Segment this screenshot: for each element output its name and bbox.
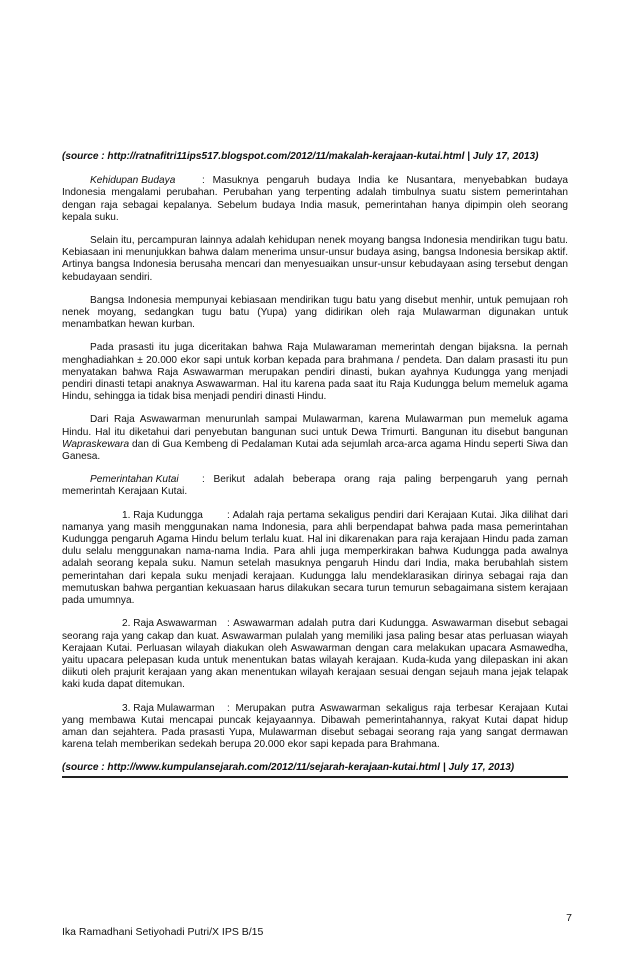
paragraph-prasasti: Pada prasasti itu juga diceritakan bahwa Raja Mulawaraman memerintah dengan bijaksna. Ia pernah menghadiahkan ± 20.000 ekor sapi untuk korban kepada para brahmana / pendeta. Dan dalam prasasti itu pun menyatakan bahwa Raja Aswawarman merupakan pendiri dinasti, bukan ayahnya Kudungga yang menjadi pendiri dinasti tetapi anaknya Aswawarman. Hal itu karena pada saat itu Raja Kudungga belum memeluk agama Hindu, sehingga ia tidak bisa menjadi pendiri dinasti Hindu. — [62, 342, 568, 403]
paragraph-tugu-batu: Selain itu, percampuran lainnya adalah kehidupan nenek moyang bangsa Indonesia mendirikan tugu batu. Kebiasaan ini menunjukkan bahwa dalam menerima unsur-unsur budaya asing, bangsa Indonesia bersikap aktif. Artinya bangsa Indonesia berusaha mencari dan menyesuaikan unsur-unsur kebudayaan asing tersebut dengan kebudayaan sendiri. — [62, 235, 568, 283]
paragraph-text: : Masuknya pengaruh budaya India ke Nusantara, menyebabkan budaya Indonesia mengalami perubahan. Perubahan yang terpenting adalah timbulnya suatu sistem pemerintahan dengan raja sebagai kepalanya. Sebelum budaya India masuk, pemerintahan hanya dipimpin oleh seorang kepala suku. — [62, 175, 568, 223]
paragraph-text: : Berikut adalah beberapa orang raja paling berpengaruh yang pernah memerintah Kerajaan Kutai. — [62, 474, 568, 498]
king-name: 3. Raja Mulawarman — [122, 702, 215, 714]
king-name: 2. Raja Aswawarman — [122, 618, 217, 630]
paragraph-text: dan di Gua Kembeng di Pedalaman Kutai ada sejumlah arca-arca agama Hindu seperti Siwa dan Ganesa. — [62, 438, 568, 463]
paragraph-aswawarman-hindu — [62, 414, 568, 463]
paragraph-menhir: Bangsa Indonesia mempunyai kebiasaan mendirikan tugu batu yang disebut menhir, untuk pemujaan roh nenek moyang, sedangkan tugu batu (Yupa) yang didirikan oleh raja Mulawarman digunakan untuk menambatkan hewan kurban. — [62, 294, 568, 331]
paragraph-text: Dari Raja Aswawarman menurunlah sampai Mulawarman, karena Mulawarman pun memeluk agama Hindu. Hal itu diketahui dari penyebutan bangunan suci untuk Dewa Trimurti. Bangunan itu disebut bangunan — [62, 414, 568, 438]
section-lead-kehidupan-budaya: Kehidupan Budaya — [90, 175, 176, 187]
page-number: 7 — [566, 912, 572, 924]
paragraph-kehidupan-budaya — [62, 175, 568, 224]
king-name: 1. Raja Kudungga — [122, 509, 203, 521]
king-description: : Adalah raja pertama sekaligus pendiri dari Kerajaan Kutai. Jika dilihat dari namanya yang masih menggunakan nama Indonesia, para ahli berpendapat bahwa pada masa pemerintahan Kudungga pengaruh Agama Hindu belum terlalu kuat. Hal ini dikarenakan para raja kerajaan Hindu pada zaman dulu selalu menggunakan nama-nama India. Para ahli juga memperkirakan bahwa Kudungga pada awalnya adalah seorang kepala suku. Namun setelah masuknya pengaruh Hindu dari India, maka berubahlah sistem pemerintahan dari kepala suku menjadi kerajaan. Kudungga lalu mendeklarasikan dirinya sebagai raja dan memutuskan bahwa pergantian kekuasaan harus dilakukan secara turun temurun sebagaimana sistem kerajaan pada umumnya. — [62, 509, 568, 607]
king-item — [62, 703, 568, 752]
italic-term: Wapraskewara — [62, 438, 130, 450]
king-item — [62, 618, 568, 691]
section-lead-pemerintahan-kutai: Pemerintahan Kutai — [90, 474, 179, 486]
page-content — [62, 151, 568, 778]
king-item — [62, 510, 568, 608]
source-citation-top: (source : http://ratnafitri11ips517.blogspot.com/2012/11/makalah-kerajaan-kutai.html | July 17, 2013) — [62, 151, 539, 162]
king-description: : Aswawarman adalah putra dari Kudungga. Aswawarman disebut sebagai seorang raja yang cakap dan kuat. Aswawarman pulalah yang memiliki jasa paling besar atas perluasan wiayah Kerajaan Kutai. Perluasan wilayah diakukan oleh Aswawarman dengan cara melakukan upacara Asmawedha, yaitu upacara pelepasan kuda untuk menentukan batas wilayah kerajaan. Kuda-kuda yang dilepaskan ini akan diikuti oleh prajurit kerajaan yang akan menentukan wilayah kerajaan sesuai dengan sejauh mana jejak telapak kaki kuda dapat ditemukan. — [62, 618, 568, 691]
king-description: : Merupakan putra Aswawarman sekaligus raja terbesar Kerajaan Kutai yang membawa Kutai mencapai puncak kejayaannya. Dibawah pemerintahannya, rakyat Kutai dapat hidup aman dan sejahtera. Pada prasasti Yupa, Mulawarman disebut sebagai seorang raja yang sangat dermawan karena telah memberikan sedekah berupa 20.000 ekor sapi kepada para Brahmana. — [62, 702, 568, 751]
source-citation-bottom: (source : http://www.kumpulansejarah.com/2012/11/sejarah-kerajaan-kutai.html | July 17, 2013) — [62, 762, 568, 777]
paragraph-pemerintahan-kutai — [62, 474, 568, 498]
page-footer: Ika Ramadhani Setiyohadi Putri/X IPS B/15 — [62, 926, 264, 938]
